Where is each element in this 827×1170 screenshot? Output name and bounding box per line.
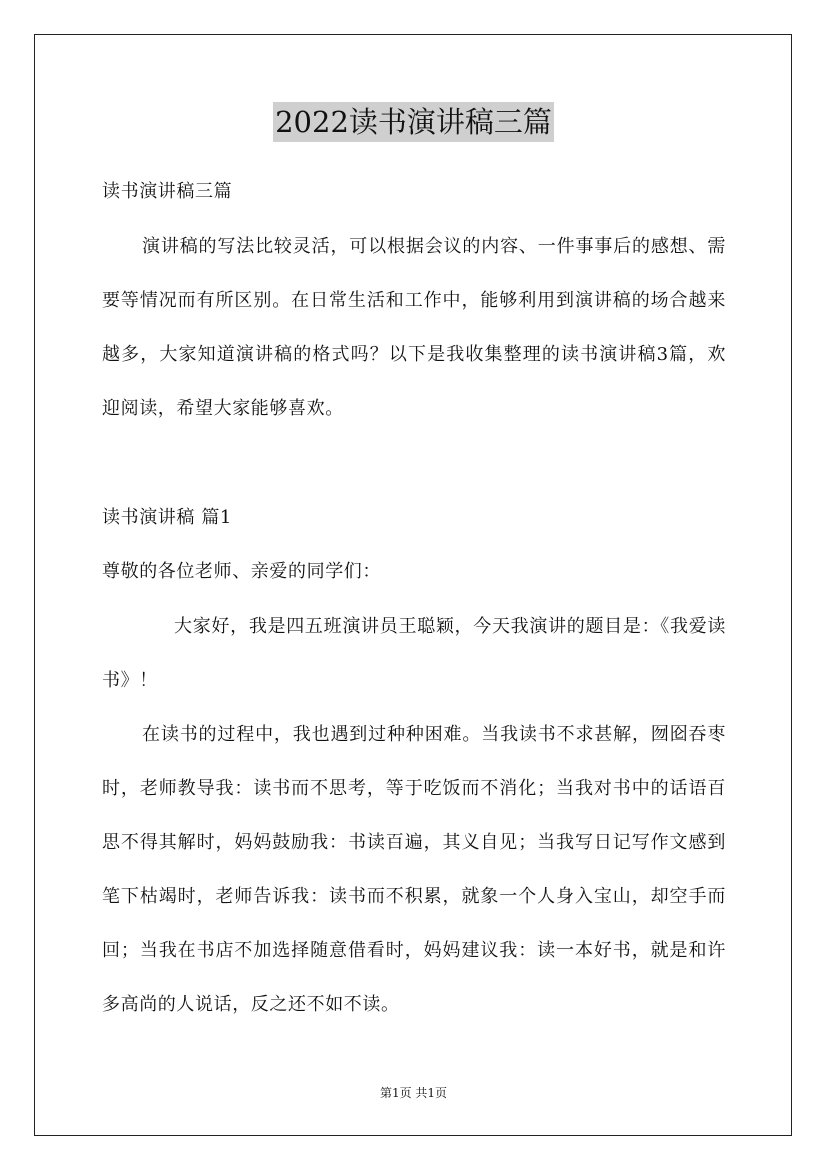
intro-paragraph: 演讲稿的写法比较灵活，可以根据会议的内容、一件事事后的感想、需要等情况而有所区别。在日常生活和工作中，能够利用到演讲稿的场合越来越多，大家知道演讲稿的格式吗？以下是我收集整理的读书演讲稿3篇，欢迎阅读，希望大家能够喜欢。 [102, 236, 726, 419]
page-footer: 第1页 共1页 [379, 1086, 448, 1100]
section-heading: 读书演讲稿 篇1 [102, 507, 232, 528]
document-subtitle: 读书演讲稿三篇 [102, 181, 233, 202]
document-title [0, 102, 827, 142]
document-title-text: 2022读书演讲稿三篇 [273, 102, 554, 142]
body-paragraph-2: 在读书的过程中，我也遇到过种种困难。当我读书不求甚解，囫囵吞枣时，老师教导我：读书而不思考，等于吃饭而不消化；当我对书中的话语百思不得其解时，妈妈鼓励我：书读百遍，其义自见；当我写日记写作文感到笔下枯竭时，老师告诉我：读书而不积累，就象一个人身入宝山，却空手而回；当我在书店不加选择随意借看时，妈妈建议我：读一本好书，就是和许多高尚的人说话，反之还不如不读。 [102, 724, 726, 1015]
greeting-line: 尊敬的各位老师、亲爱的同学们： [102, 561, 381, 582]
body-paragraph-1: 大家好，我是四五班演讲员王聪颖，今天我演讲的题目是：《我爱读书》！ [102, 616, 726, 691]
